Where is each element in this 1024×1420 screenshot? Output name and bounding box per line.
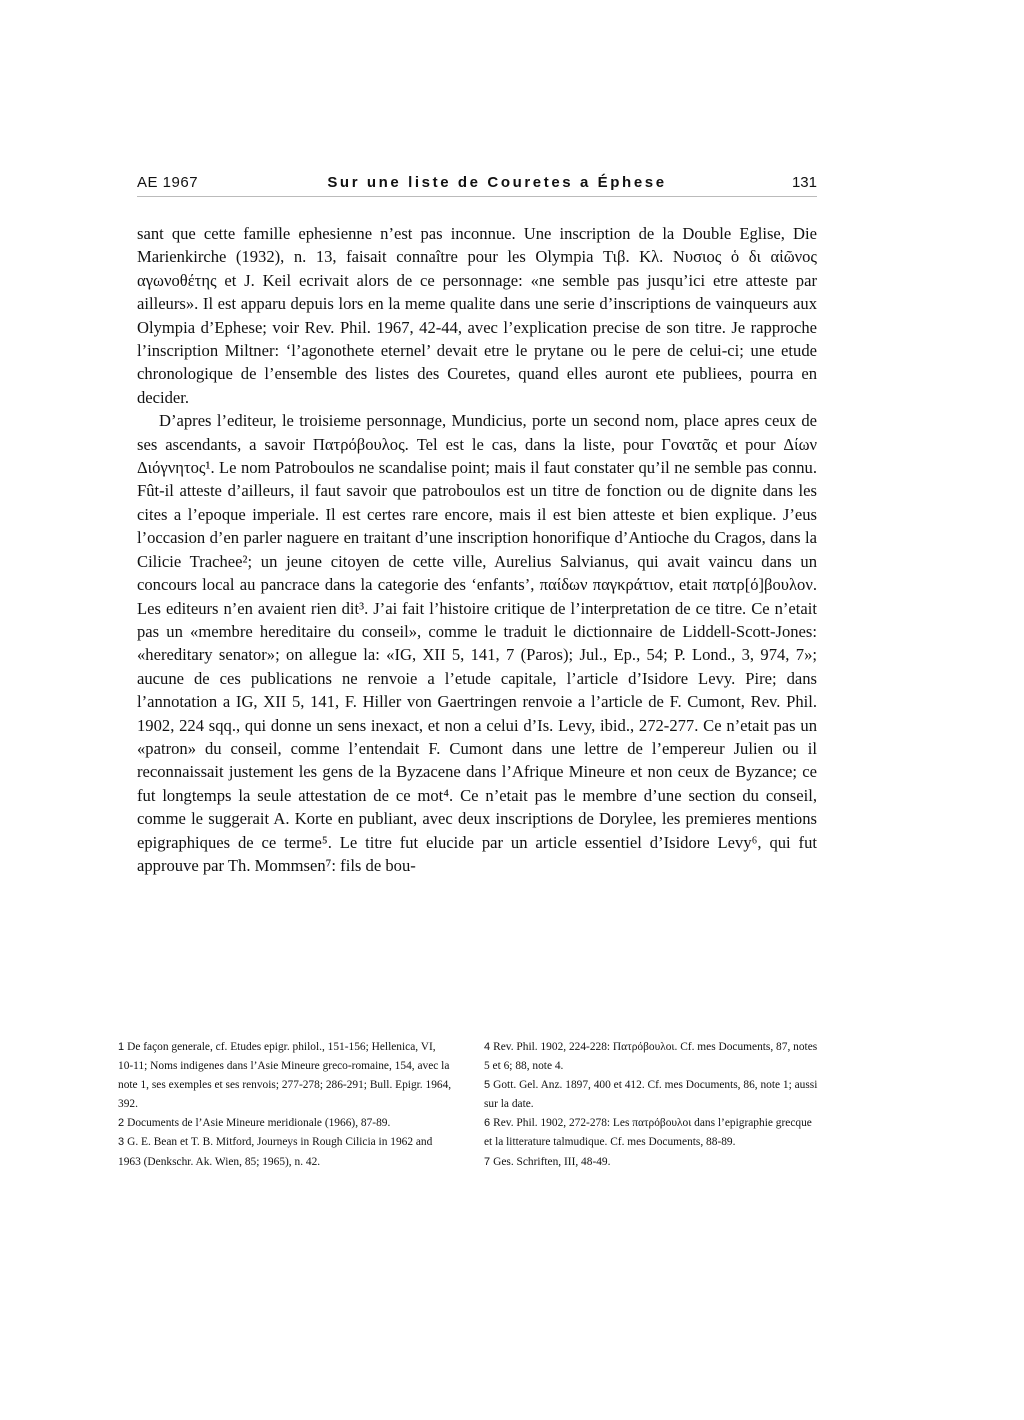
footnote-6 xyxy=(484,1114,818,1152)
paragraph-1: sant que cette famille ephesienne n’est pas inconnue. Une inscription de la Double Eglise, Die Marienkirche (1932), n. 13, faisait connaître pour les Olympia Τιβ. Κλ. Νυσιος ὁ δι αἰῶνος αγωνοθέτης et J. Keil ecrivait alors de ce personnage: «ne semble pas jusqu’ici etre atteste par ailleurs». Il est apparu depuis lors en la meme qualite dans une serie d’inscriptions de vainqueurs aux Olympia d’Ephese; voir Rev. Phil. 1967, 42-44, avec l’explication precise de son titre. Je rapproche l’inscription Miltner: ‘l’agonothete eternel’ devait etre le prytane ou le pere de celui-ci; une etude chronologique de l’ensemble des listes des Couretes, quand elles auront ete publiees, pourra en decider. xyxy=(137,224,817,407)
running-head xyxy=(137,174,817,198)
footnote-1 xyxy=(118,1038,452,1114)
footnote-number: 3 xyxy=(118,1136,125,1149)
footnote-text: Gott. Gel. Anz. 1897, 400 et 412. Cf. mes Documents, 86, note 1; aussi sur la date. xyxy=(484,1079,818,1111)
footnote-text: De façon generale, cf. Etudes epigr. philol., 151-156; Hellenica, VI, 10-11; Noms indigenes dans l’Asie Mineure greco-romaine, 154, avec la note 1, ses exemples et ses renvois; 277-278; 286-291; Bull. Epigr. 1964, 392. xyxy=(118,1041,452,1111)
footnote-7 xyxy=(484,1153,818,1172)
footnote-text: Documents de l’Asie Mineure meridionale (1966), 87-89. xyxy=(127,1117,391,1130)
page-number: 131 xyxy=(791,174,817,191)
paragraph-2: D’apres l’editeur, le troisieme personnage, Mundicius, porte un second nom, place apres ceux de ses ascendants, a savoir Πατρόβουλος. Tel est le cas, dans la liste, pour Γονατᾶς et pour Δίων Διόγνητος¹. Le nom Patroboulos ne scandalise point; mais il faut constater qu’il ne semble pas connu. Fût-il atteste d’ailleurs, il faut savoir que patroboulos est un titre de fonction ou de dignite dans les cites a l’epoque imperiale. Il est certes rare encore, mais il est bien atteste et bien explique. J’eus l’occasion d’en parler naguere en traitant d’une inscription honorifique d’Antioche du Cragos, dans la Cilicie Trachee²; un jeune citoyen de cette ville, Aurelius Salvianus, qui avait vaincu dans un concours local au pancrace dans la categorie des ‘enfants’, παίδων παγκράτιον, etait πατρ[ό]βουλον. Les editeurs n’en avaient rien dit³. J’ai fait l’histoire critique de l’interpretation de ce titre. Ce n’etait pas un «membre hereditaire du conseil», comme le traduit le dictionnaire de Liddell-Scott-Jones: «hereditary senator»; on allegue la: «IG, XII 5, 141, 7 (Paros); Jul., Ep., 54; P. Lond., 3, 974, 7»; aucune de ces publications ne renvoie a l’etude capitale, l’article d’Isidore Levy. Pire; dans l’annotation a IG, XII 5, 141, F. Hiller von Gaertringen renvoie a l’article de F. Cumont, Rev. Phil. 1902, 224 sqq., qui donne un sens inexact, et non a celui d’Is. Levy, ibid., 272-277. Ce n’etait pas un «patron» du conseil, comme l’entendait F. Cumont dans une lettre de l’empereur Julien ou il reconnaissait justement les gens de la Byzacene dans l’Afrique Mineure et non ceux de Byzance; ce fut longtemps la seule attestation de ce mot⁴. Ce n’etait pas le membre d’une section du conseil, comme le suggerait A. Korte en publiant, avec deux inscriptions de Dorylee, les premieres mentions epigraphiques de ce terme⁵. Le titre fut elucide par un article essentiel d’Isidore Levy⁶, qui fut approuve par Th. Mommsen⁷: fils de bou- xyxy=(137,411,817,875)
footnote-number: 5 xyxy=(484,1079,491,1092)
footnote-text: G. E. Bean et T. B. Mitford, Journeys in Rough Cilicia in 1962 and 1963 (Denkschr. Ak. Wien, 85; 1965), n. 42. xyxy=(118,1136,433,1168)
footnote-number: 4 xyxy=(484,1041,491,1053)
footnote-number: 2 xyxy=(118,1117,125,1130)
footnote-2 xyxy=(118,1114,452,1133)
footnote-text: Rev. Phil. 1902, 272-278: Les πατρόβουλοι dans l’epigraphie grecque et la litterature talmudique. Cf. mes Documents, 88-89. xyxy=(484,1117,812,1149)
footnotes xyxy=(118,1038,818,1188)
header-rule xyxy=(137,196,817,197)
running-title: Sur une liste de Couretes a Éphese xyxy=(327,174,667,191)
footnote-text: Rev. Phil. 1902, 224-228: Πατρόβουλοι. Cf. mes Documents, 87, notes 5 et 6; 88, note 4. xyxy=(484,1041,818,1073)
journal-abbreviation: AE 1967 xyxy=(137,174,199,191)
footnote-5 xyxy=(484,1076,818,1114)
footnote-text: Ges. Schriften, III, 48-49. xyxy=(493,1155,611,1168)
footnote-number: 1 xyxy=(118,1041,125,1053)
footnote-number: 6 xyxy=(484,1117,491,1130)
footnote-3 xyxy=(118,1133,452,1171)
body-text xyxy=(137,222,817,877)
footnote-4 xyxy=(484,1038,818,1076)
footnote-number: 7 xyxy=(484,1155,491,1168)
